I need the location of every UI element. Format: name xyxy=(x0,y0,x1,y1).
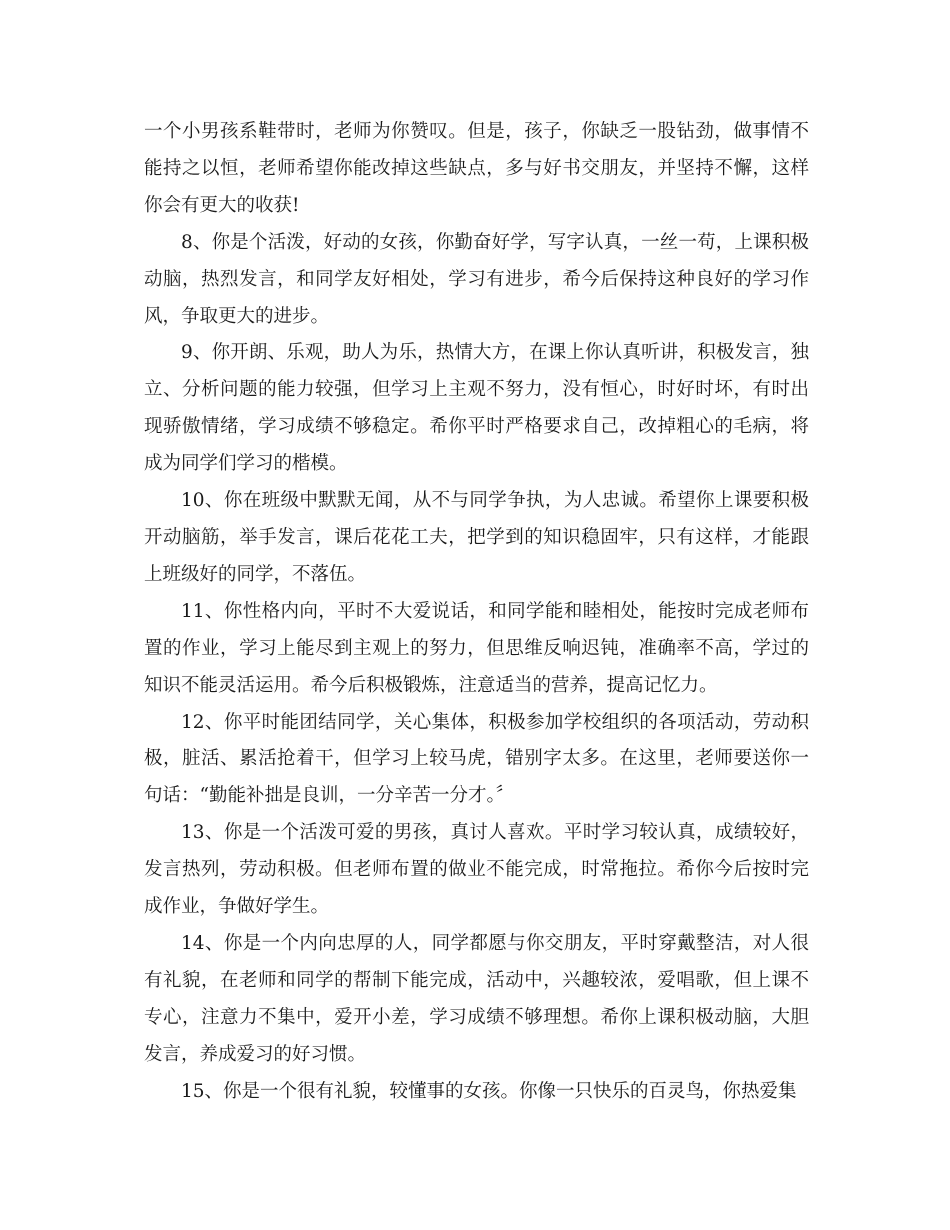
paragraph-continuation: 一个小男孩系鞋带时，老师为你赞叹。但是，孩子，你缺乏一股钻劲，做事情不能持之以恒，老师希望你能改掉这些缺点，多与好书交朋友，并坚持不懈，这样你会有更大的收获! xyxy=(144,121,809,216)
document-page xyxy=(144,114,809,1110)
paragraph-comment-12: 12、你平时能团结同学，关心集体，积极参加学校组织的各项活动，劳动积极，脏活、累活抢着干，但学习上较马虎，错别字太多。在这里，老师要送你一句话：“勤能补拙是良训，一分辛苦一分才。〞 xyxy=(144,711,809,807)
paragraph-comment-10: 10、你在班级中默默无闻，从不与同学争执，为人忠诚。希望你上课要积极开动脑筋，举手发言，课后花花工夫，把学到的知识稳固牢，只有这样，才能跟上班级好的同学，不落伍。 xyxy=(144,490,809,585)
paragraph-comment-15: 15、你是一个很有礼貌，较懂事的女孩。你像一只快乐的百灵鸟，你热爱集 xyxy=(181,1080,797,1102)
paragraph-comment-11: 11、你性格内向，平时不大爱说话，和同学能和睦相处，能按时完成老师布置的作业，学习上能尽到主观上的努力，但思维反响迟钝，准确率不高，学过的知识不能灵活运用。希今后积极锻炼，注意适当的营养，提高记忆力。 xyxy=(144,600,809,696)
paragraph-comment-8: 8、你是个活泼，好动的女孩，你勤奋好学，写字认真，一丝一苟，上课积极动脑，热烈发言，和同学友好相处，学习有进步，希今后保持这种良好的学习作风，争取更大的进步。 xyxy=(144,231,809,327)
paragraph-comment-14: 14、你是一个内向忠厚的人，同学都愿与你交朋友，平时穿戴整洁，对人很有礼貌，在老师和同学的帮制下能完成，活动中，兴趣较浓，爱唱歌，但上课不专心，注意力不集中，爱开小差，学习成绩不够理想。希你上课积极动脑，大胆发言，养成爱习的好习惯。 xyxy=(144,932,809,1065)
paragraph-comment-13: 13、你是一个活泼可爱的男孩，真讨人喜欢。平时学习较认真，成绩较好，发言热列，劳动积极。但老师布置的做业不能完成，时常拖拉。希你今后按时完成作业，争做好学生。 xyxy=(144,822,809,918)
paragraph-comment-9: 9、你开朗、乐观，助人为乐，热情大方，在课上你认真听讲，积极发言，独立、分析问题的能力较强，但学习上主观不努力，没有恒心，时好时坏，有时出现骄傲情绪，学习成绩不够稳定。希你平时严格要求自己，改掉粗心的毛病，将成为同学们学习的楷模。 xyxy=(144,342,809,475)
